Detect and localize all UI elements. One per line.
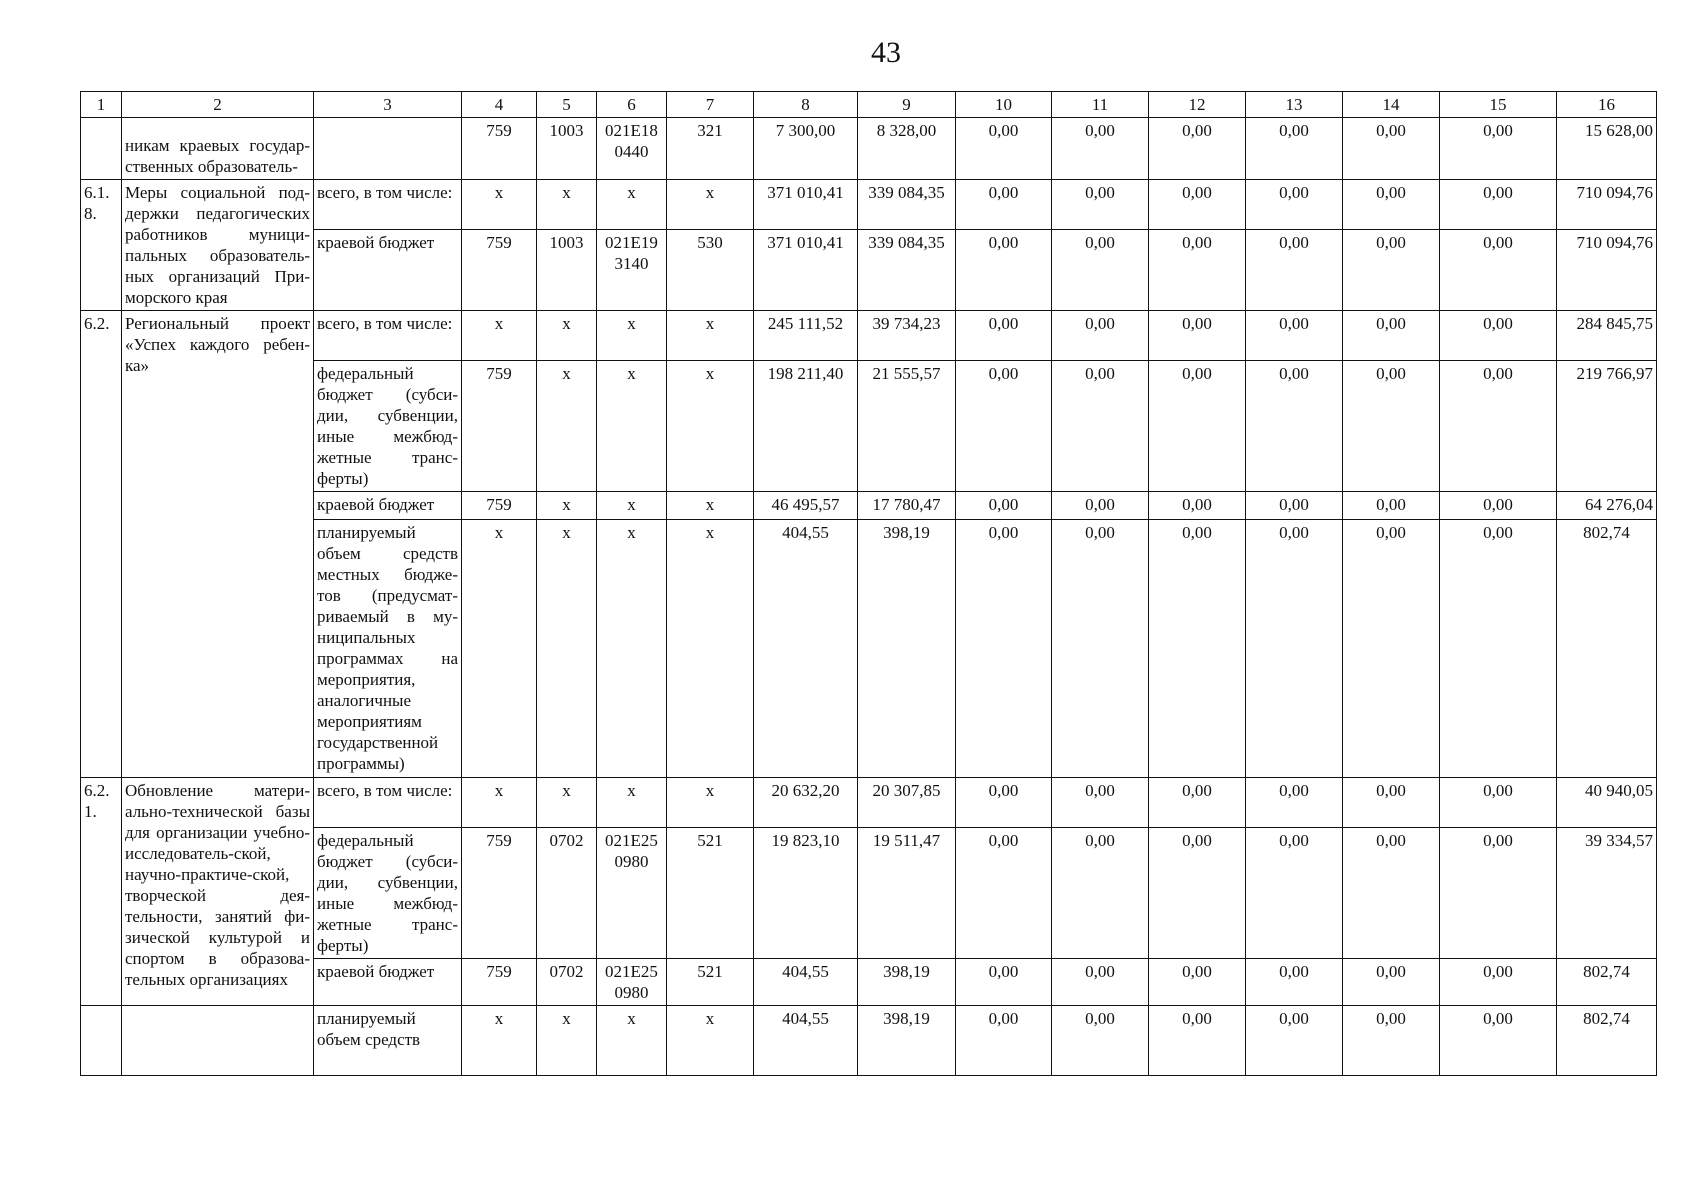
col14-cell: 0,00 [1343, 492, 1440, 520]
col12-cell: 0,00 [1149, 492, 1246, 520]
col5-cell: х [537, 361, 597, 492]
col13-cell: 0,00 [1246, 959, 1343, 1006]
col16-cell: 64 276,04 [1557, 492, 1657, 520]
col15-cell: 0,00 [1440, 361, 1557, 492]
col5-cell: х [537, 778, 597, 828]
col16-cell: 284 845,75 [1557, 311, 1657, 361]
col6-cell: х [597, 520, 667, 778]
col9-cell: 20 307,85 [858, 778, 956, 828]
col14-cell: 0,00 [1343, 230, 1440, 311]
col7-cell: 521 [667, 959, 754, 1006]
header-cell: 10 [956, 92, 1052, 118]
header-row [81, 92, 1657, 118]
col7-cell: 530 [667, 230, 754, 311]
col12-cell: 0,00 [1149, 230, 1246, 311]
col10-cell: 0,00 [956, 1006, 1052, 1076]
col14-cell: 0,00 [1343, 118, 1440, 180]
col12-cell: 0,00 [1149, 361, 1246, 492]
header-cell: 6 [597, 92, 667, 118]
col14-cell: 0,00 [1343, 828, 1440, 959]
source-cell: всего, в том числе: [314, 778, 462, 828]
col7-cell: х [667, 311, 754, 361]
col14-cell: 0,00 [1343, 959, 1440, 1006]
col14-cell: 0,00 [1343, 778, 1440, 828]
col16-cell: 802,74 [1557, 1006, 1657, 1076]
col4-cell: 759 [462, 959, 537, 1006]
col14-cell: 0,00 [1343, 520, 1440, 778]
table-row [81, 520, 1657, 778]
col6-cell: 021E19 3140 [597, 230, 667, 311]
col13-cell: 0,00 [1246, 361, 1343, 492]
col16-cell: 40 940,05 [1557, 778, 1657, 828]
col9-cell: 21 555,57 [858, 361, 956, 492]
source-cell: федеральный бюджет (субси-дии, субвенции, иные межбюд-жетные транс-ферты) [314, 828, 462, 959]
col9-cell: 19 511,47 [858, 828, 956, 959]
header-cell: 15 [1440, 92, 1557, 118]
col9-cell: 339 084,35 [858, 230, 956, 311]
header-cell: 2 [122, 92, 314, 118]
col11-cell: 0,00 [1052, 311, 1149, 361]
col14-cell: 0,00 [1343, 311, 1440, 361]
col13-cell: 0,00 [1246, 230, 1343, 311]
col10-cell: 0,00 [956, 180, 1052, 230]
table-row [81, 230, 1657, 311]
col6-cell: х [597, 361, 667, 492]
col9-cell: 39 734,23 [858, 311, 956, 361]
source-cell: всего, в том числе: [314, 311, 462, 361]
name-cell: Обновление матери-ально-технической базы для организации учебно-исследователь-ской, научно-практиче-ской, творческой дея-тельности, занятий фи-зической культурой и спортом в образова-тельных организациях [122, 778, 314, 1006]
header-cell: 5 [537, 92, 597, 118]
col14-cell: 0,00 [1343, 1006, 1440, 1076]
header-cell: 14 [1343, 92, 1440, 118]
col16-cell: 710 094,76 [1557, 230, 1657, 311]
col13-cell: 0,00 [1246, 1006, 1343, 1076]
col6-cell: 021E25 0980 [597, 828, 667, 959]
col8-cell: 46 495,57 [754, 492, 858, 520]
col11-cell: 0,00 [1052, 959, 1149, 1006]
table-row [81, 492, 1657, 520]
col11-cell: 0,00 [1052, 180, 1149, 230]
col15-cell: 0,00 [1440, 118, 1557, 180]
col13-cell: 0,00 [1246, 311, 1343, 361]
col15-cell: 0,00 [1440, 959, 1557, 1006]
table-row [81, 828, 1657, 959]
col5-cell: х [537, 180, 597, 230]
col14-cell: 0,00 [1343, 180, 1440, 230]
col13-cell: 0,00 [1246, 492, 1343, 520]
col15-cell: 0,00 [1440, 180, 1557, 230]
header-cell: 8 [754, 92, 858, 118]
col15-cell: 0,00 [1440, 492, 1557, 520]
col11-cell: 0,00 [1052, 230, 1149, 311]
col10-cell: 0,00 [956, 828, 1052, 959]
col8-cell: 7 300,00 [754, 118, 858, 180]
col5-cell: 1003 [537, 118, 597, 180]
col10-cell: 0,00 [956, 959, 1052, 1006]
source-cell: краевой бюджет [314, 959, 462, 1006]
col12-cell: 0,00 [1149, 180, 1246, 230]
col6-cell: х [597, 778, 667, 828]
col11-cell: 0,00 [1052, 118, 1149, 180]
col13-cell: 0,00 [1246, 520, 1343, 778]
col11-cell: 0,00 [1052, 492, 1149, 520]
header-cell: 12 [1149, 92, 1246, 118]
col10-cell: 0,00 [956, 311, 1052, 361]
col5-cell: х [537, 492, 597, 520]
col14-cell: 0,00 [1343, 361, 1440, 492]
table-row [81, 778, 1657, 828]
col4-cell: 759 [462, 230, 537, 311]
col16-cell: 39 334,57 [1557, 828, 1657, 959]
col4-cell: х [462, 778, 537, 828]
col11-cell: 0,00 [1052, 1006, 1149, 1076]
col10-cell: 0,00 [956, 520, 1052, 778]
header-cell: 9 [858, 92, 956, 118]
col7-cell: х [667, 1006, 754, 1076]
col15-cell: 0,00 [1440, 230, 1557, 311]
source-cell: краевой бюджет [314, 492, 462, 520]
col9-cell: 8 328,00 [858, 118, 956, 180]
col7-cell: х [667, 492, 754, 520]
col5-cell: х [537, 1006, 597, 1076]
col6-cell: 021E25 0980 [597, 959, 667, 1006]
col9-cell: 339 084,35 [858, 180, 956, 230]
col5-cell: 0702 [537, 959, 597, 1006]
col12-cell: 0,00 [1149, 828, 1246, 959]
code-cell: 6.2. [81, 311, 122, 778]
col8-cell: 371 010,41 [754, 180, 858, 230]
col5-cell: х [537, 520, 597, 778]
source-cell [314, 118, 462, 180]
col16-cell: 802,74 [1557, 959, 1657, 1006]
code-cell [81, 118, 122, 180]
col6-cell: х [597, 180, 667, 230]
code-cell: 6.1.8. [81, 180, 122, 311]
page-number: 43 [871, 36, 901, 69]
col4-cell: 759 [462, 361, 537, 492]
col7-cell: х [667, 778, 754, 828]
col6-cell: 021E18 0440 [597, 118, 667, 180]
col8-cell: 20 632,20 [754, 778, 858, 828]
col8-cell: 245 111,52 [754, 311, 858, 361]
source-cell: планируемый объем средств местных бюдже-тов (предусмат-риваемый в му-ниципальных программах на мероприятия, аналогичные мероприятиям государственной программы) [314, 520, 462, 778]
col15-cell: 0,00 [1440, 520, 1557, 778]
col8-cell: 404,55 [754, 959, 858, 1006]
col10-cell: 0,00 [956, 118, 1052, 180]
col15-cell: 0,00 [1440, 1006, 1557, 1076]
col13-cell: 0,00 [1246, 118, 1343, 180]
col12-cell: 0,00 [1149, 1006, 1246, 1076]
header-cell: 3 [314, 92, 462, 118]
col10-cell: 0,00 [956, 361, 1052, 492]
col6-cell: х [597, 492, 667, 520]
table-row [81, 311, 1657, 361]
col5-cell: 1003 [537, 230, 597, 311]
col11-cell: 0,00 [1052, 778, 1149, 828]
name-cell: Меры социальной под-держки педагогических работников муници-пальных образователь-ных организаций При-морского края [122, 180, 314, 311]
col4-cell: х [462, 311, 537, 361]
col8-cell: 19 823,10 [754, 828, 858, 959]
col9-cell: 17 780,47 [858, 492, 956, 520]
header-cell: 11 [1052, 92, 1149, 118]
col16-cell: 219 766,97 [1557, 361, 1657, 492]
col12-cell: 0,00 [1149, 778, 1246, 828]
name-cell [122, 1006, 314, 1076]
col7-cell: х [667, 180, 754, 230]
source-cell: всего, в том числе: [314, 180, 462, 230]
col7-cell: 521 [667, 828, 754, 959]
col16-cell: 15 628,00 [1557, 118, 1657, 180]
col7-cell: 321 [667, 118, 754, 180]
col6-cell: х [597, 1006, 667, 1076]
col11-cell: 0,00 [1052, 828, 1149, 959]
col15-cell: 0,00 [1440, 828, 1557, 959]
col10-cell: 0,00 [956, 778, 1052, 828]
col6-cell: х [597, 311, 667, 361]
col8-cell: 404,55 [754, 1006, 858, 1076]
col9-cell: 398,19 [858, 520, 956, 778]
col11-cell: 0,00 [1052, 361, 1149, 492]
col5-cell: 0702 [537, 828, 597, 959]
col15-cell: 0,00 [1440, 778, 1557, 828]
code-cell [81, 1006, 122, 1076]
col8-cell: 404,55 [754, 520, 858, 778]
col4-cell: 759 [462, 828, 537, 959]
col13-cell: 0,00 [1246, 828, 1343, 959]
name-cell: никам краевых государ-ственных образователь- [122, 118, 314, 180]
col7-cell: х [667, 520, 754, 778]
col4-cell: х [462, 520, 537, 778]
source-cell: федеральный бюджет (субси-дии, субвенции, иные межбюд-жетные транс-ферты) [314, 361, 462, 492]
table-row [81, 118, 1657, 180]
col16-cell: 802,74 [1557, 520, 1657, 778]
table-row [81, 959, 1657, 1006]
header-cell: 16 [1557, 92, 1657, 118]
col12-cell: 0,00 [1149, 311, 1246, 361]
col8-cell: 371 010,41 [754, 230, 858, 311]
col4-cell: 759 [462, 492, 537, 520]
name-cell: Региональный проект «Успех каждого ребен-ка» [122, 311, 314, 778]
col12-cell: 0,00 [1149, 520, 1246, 778]
col13-cell: 0,00 [1246, 778, 1343, 828]
table-row [81, 1006, 1657, 1076]
col12-cell: 0,00 [1149, 118, 1246, 180]
header-cell: 7 [667, 92, 754, 118]
col10-cell: 0,00 [956, 230, 1052, 311]
header-cell: 13 [1246, 92, 1343, 118]
header-cell: 4 [462, 92, 537, 118]
col4-cell: х [462, 180, 537, 230]
col16-cell: 710 094,76 [1557, 180, 1657, 230]
table-row [81, 361, 1657, 492]
col9-cell: 398,19 [858, 1006, 956, 1076]
col10-cell: 0,00 [956, 492, 1052, 520]
col8-cell: 198 211,40 [754, 361, 858, 492]
budget-table [80, 91, 1657, 1076]
col9-cell: 398,19 [858, 959, 956, 1006]
col7-cell: х [667, 361, 754, 492]
source-cell: краевой бюджет [314, 230, 462, 311]
header-cell: 1 [81, 92, 122, 118]
col12-cell: 0,00 [1149, 959, 1246, 1006]
col5-cell: х [537, 311, 597, 361]
source-cell: планируемый объем средств [314, 1006, 462, 1076]
col13-cell: 0,00 [1246, 180, 1343, 230]
table-row [81, 180, 1657, 230]
col15-cell: 0,00 [1440, 311, 1557, 361]
code-cell: 6.2.1. [81, 778, 122, 1006]
col11-cell: 0,00 [1052, 520, 1149, 778]
col4-cell: х [462, 1006, 537, 1076]
col4-cell: 759 [462, 118, 537, 180]
